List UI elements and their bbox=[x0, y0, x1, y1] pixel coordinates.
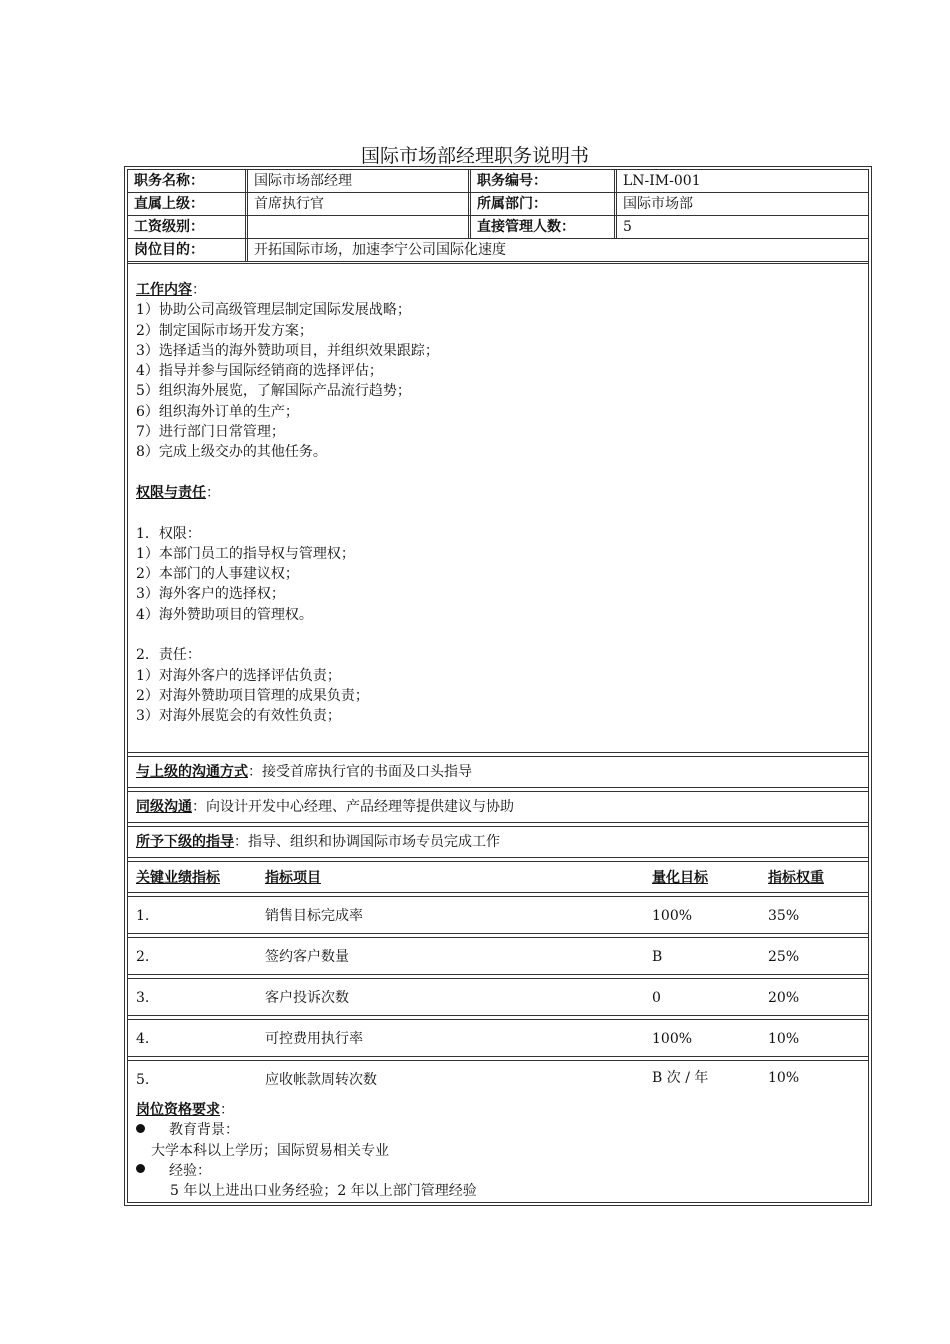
table-inner-border bbox=[127, 169, 869, 1203]
authority-heading-line bbox=[136, 483, 439, 503]
power-item: 3）海外客户的选择权； bbox=[136, 586, 285, 603]
salary-value bbox=[245, 216, 469, 238]
kpi-row-weight: 25% bbox=[768, 949, 800, 965]
divider bbox=[128, 822, 868, 827]
experience-value: 5 年以上进出口业务经验；2 年以上部门管理经验 bbox=[170, 1183, 477, 1200]
experience-label: 经验： bbox=[169, 1162, 211, 1179]
superior-label: 直属上级： bbox=[134, 196, 204, 212]
peer-comm-heading: 同级沟通 bbox=[136, 799, 192, 815]
work-item: 2）制定国际市场开发方案； bbox=[136, 322, 313, 339]
divider bbox=[128, 752, 868, 757]
superior-communication bbox=[136, 762, 472, 782]
kpi-row-item: 销售目标完成率 bbox=[265, 908, 363, 924]
salary-label: 工资级别： bbox=[134, 219, 204, 235]
work-item: 7）进行部门日常管理； bbox=[136, 424, 285, 441]
authority-heading: 权限与责任 bbox=[136, 484, 206, 501]
education-label: 教育背景： bbox=[169, 1122, 239, 1139]
kpi-header-weight: 指标权重 bbox=[768, 870, 824, 886]
powers-title: 1．权限： bbox=[136, 525, 201, 542]
subordinate-text: ：指导、组织和协调国际市场专员完成工作 bbox=[234, 834, 500, 850]
info-row-name bbox=[128, 170, 868, 193]
info-row-salary bbox=[128, 216, 868, 239]
kpi-header-indicator: 关键业绩指标 bbox=[136, 870, 220, 886]
qualification-heading-colon: ： bbox=[220, 1102, 234, 1118]
bullet-icon bbox=[136, 1124, 145, 1133]
bullet-icon bbox=[136, 1164, 145, 1173]
superior-value: 首席执行官 bbox=[245, 193, 469, 215]
kpi-row-target: B 次 / 年 bbox=[652, 1070, 709, 1086]
divider bbox=[128, 787, 868, 792]
education-line bbox=[136, 1120, 477, 1140]
subordinate-heading: 所予下级的指导 bbox=[136, 834, 234, 850]
qualification-heading: 岗位资格要求 bbox=[136, 1102, 220, 1118]
kpi-row-target: 100% bbox=[652, 908, 693, 924]
work-item: 8）完成上级交办的其他任务。 bbox=[136, 444, 327, 461]
direct-reports-value: 5 bbox=[614, 216, 864, 238]
power-item: 4）海外赞助项目的管理权。 bbox=[136, 606, 313, 623]
kpi-row-no: 5. bbox=[136, 1072, 150, 1088]
power-item: 1）本部门员工的指导权与管理权； bbox=[136, 545, 355, 562]
kpi-row-weight: 20% bbox=[768, 990, 800, 1006]
experience-line bbox=[136, 1161, 477, 1181]
duty-item: 3）对海外展览会的有效性负责； bbox=[136, 708, 341, 725]
job-name-label: 职务名称： bbox=[134, 173, 204, 189]
authority-heading-colon: ： bbox=[206, 484, 220, 501]
direct-reports-label: 直接管理人数： bbox=[468, 216, 615, 238]
job-code-label: 职务编号： bbox=[468, 170, 615, 192]
kpi-row-weight: 10% bbox=[768, 1070, 800, 1086]
purpose-label: 岗位目的： bbox=[134, 242, 204, 258]
kpi-header-target: 量化目标 bbox=[652, 870, 708, 886]
kpi-row-weight: 35% bbox=[768, 908, 800, 924]
info-row-superior bbox=[128, 193, 868, 216]
duty-item: 1）对海外客户的选择评估负责； bbox=[136, 667, 341, 684]
education-value: 大学本科以上学历；国际贸易相关专业 bbox=[151, 1142, 389, 1159]
work-heading: 工作内容 bbox=[136, 282, 192, 298]
kpi-row-item: 可控费用执行率 bbox=[265, 1031, 363, 1047]
peer-communication bbox=[136, 797, 514, 817]
kpi-row-target: 0 bbox=[652, 990, 661, 1006]
qualification-section bbox=[136, 1100, 477, 1201]
subordinate-guidance bbox=[136, 832, 500, 852]
kpi-row-item: 客户投诉次数 bbox=[265, 990, 349, 1006]
work-section bbox=[136, 280, 439, 727]
superior-comm-heading: 与上级的沟通方式 bbox=[136, 764, 248, 780]
work-item: 4）指导并参与国际经销商的选择评估； bbox=[136, 363, 383, 380]
qualification-heading-line bbox=[136, 1100, 477, 1120]
dept-label: 所属部门： bbox=[468, 193, 615, 215]
work-item: 6）组织海外订单的生产； bbox=[136, 403, 299, 420]
job-description-table bbox=[124, 166, 872, 1206]
work-heading-colon: ： bbox=[192, 282, 206, 298]
kpi-header-item: 指标项目 bbox=[265, 870, 321, 886]
kpi-row-no: 3. bbox=[136, 990, 150, 1006]
divider bbox=[128, 857, 868, 862]
divider bbox=[128, 974, 868, 979]
job-name-value: 国际市场部经理 bbox=[245, 170, 469, 192]
kpi-row-no: 1. bbox=[136, 908, 150, 924]
dept-value: 国际市场部 bbox=[614, 193, 864, 215]
power-item: 2）本部门的人事建议权； bbox=[136, 566, 299, 583]
kpi-row-no: 4. bbox=[136, 1031, 150, 1047]
work-item: 5）组织海外展览，了解国际产品流行趋势； bbox=[136, 383, 411, 400]
divider bbox=[128, 1056, 868, 1061]
duties-title: 2．责任： bbox=[136, 647, 201, 664]
purpose-value: 开拓国际市场，加速李宁公司国际化速度 bbox=[245, 239, 865, 261]
divider bbox=[128, 933, 868, 938]
kpi-row-no: 2. bbox=[136, 949, 150, 965]
work-heading-line bbox=[136, 280, 439, 300]
kpi-row-target: 100% bbox=[652, 1031, 693, 1047]
superior-comm-text: ：接受首席执行官的书面及口头指导 bbox=[248, 764, 472, 780]
duty-item: 2）对海外赞助项目管理的成果负责； bbox=[136, 687, 369, 704]
kpi-row-weight: 10% bbox=[768, 1031, 800, 1047]
divider bbox=[128, 892, 868, 897]
work-item: 3）选择适当的海外赞助项目，并组织效果跟踪； bbox=[136, 342, 439, 359]
divider bbox=[128, 1015, 868, 1020]
kpi-row-target: B bbox=[652, 949, 663, 965]
document-title: 国际市场部经理职务说明书 bbox=[360, 145, 589, 167]
kpi-row-item: 应收帐款周转次数 bbox=[265, 1072, 377, 1088]
job-code-value: LN-IM-001 bbox=[614, 170, 864, 192]
work-item: 1）协助公司高级管理层制定国际发展战略； bbox=[136, 302, 411, 319]
info-row-purpose bbox=[128, 239, 868, 264]
kpi-row-item: 签约客户数量 bbox=[265, 949, 349, 965]
peer-comm-text: ：向设计开发中心经理、产品经理等提供建议与协助 bbox=[192, 799, 514, 815]
